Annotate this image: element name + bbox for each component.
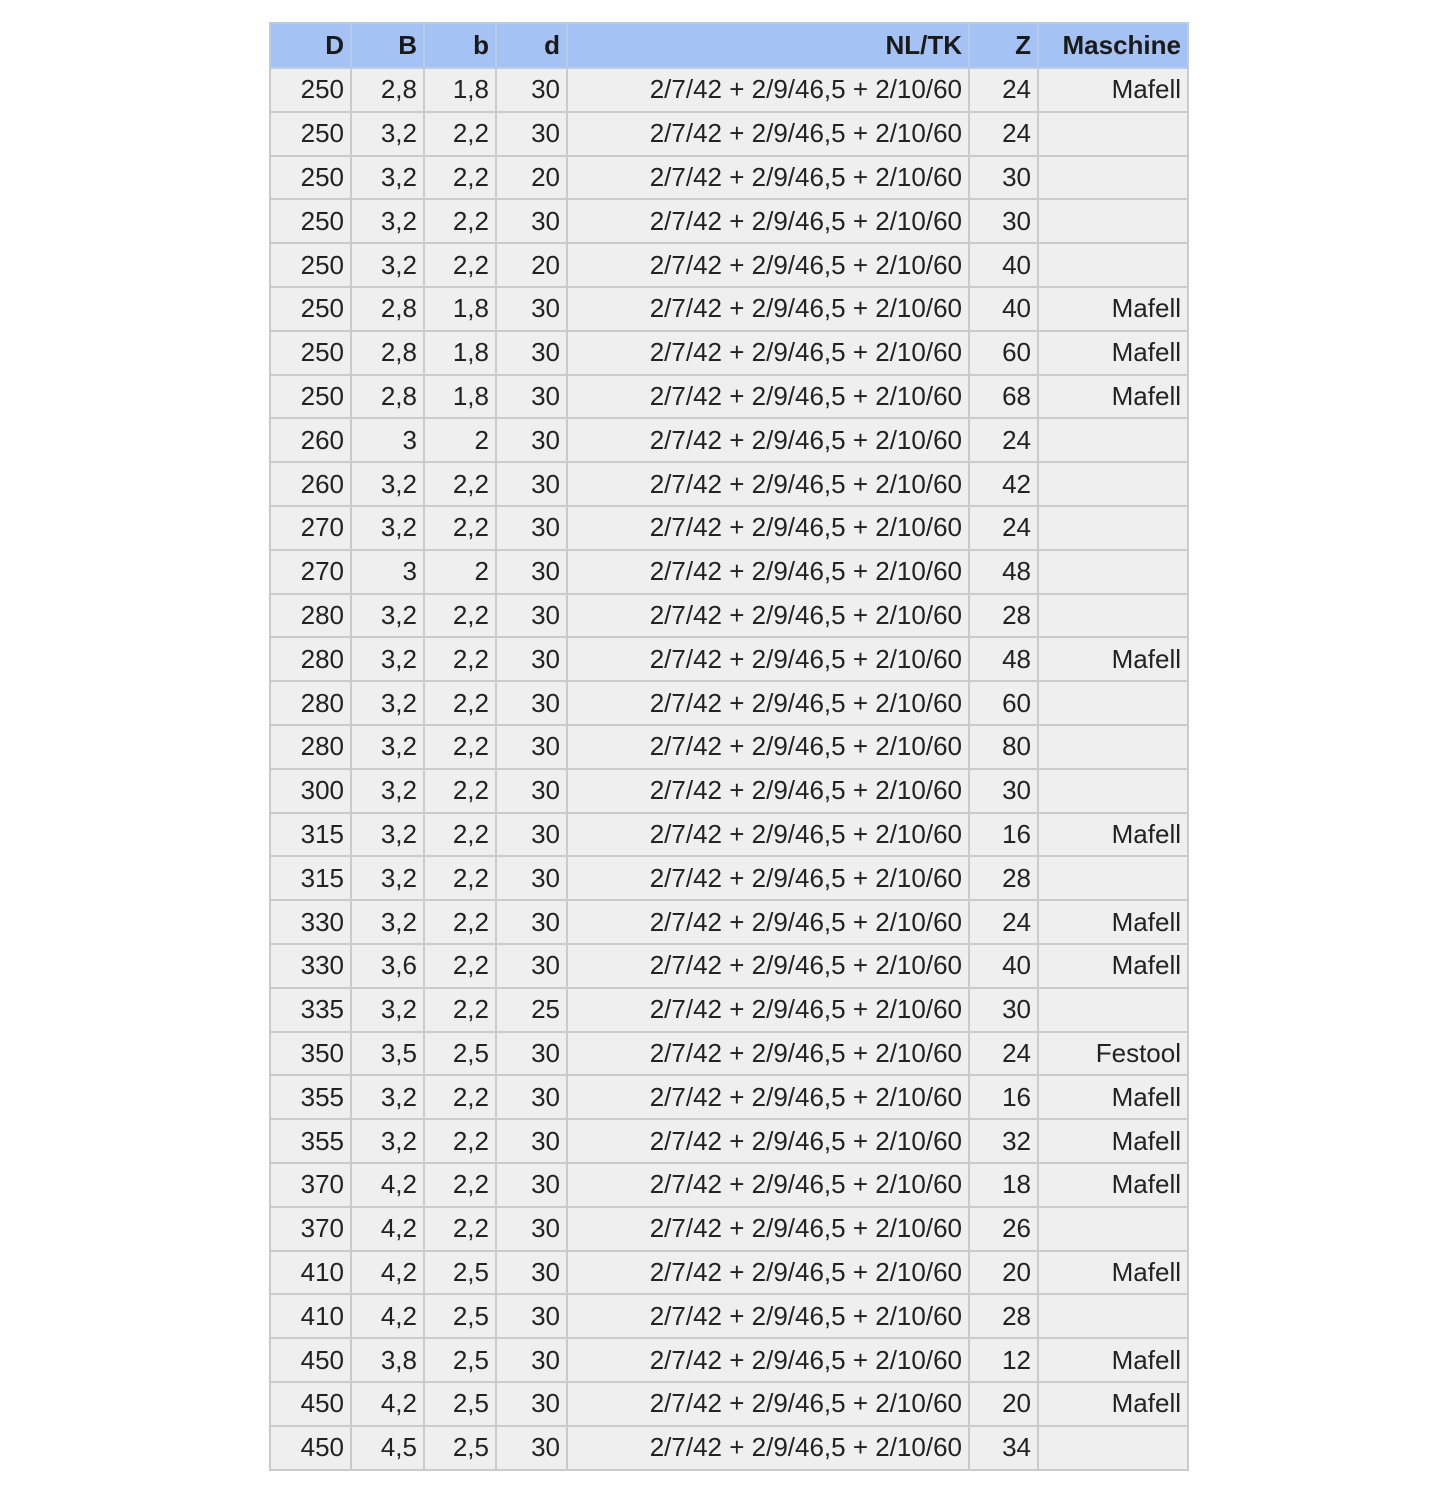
cell-body-thickness: 2,2 [424, 856, 496, 900]
cell-body-thickness: 2,2 [424, 112, 496, 156]
cell-diameter: 250 [270, 156, 351, 200]
cell-machine: Mafell [1038, 813, 1188, 857]
cell-bore: 30 [496, 1426, 567, 1470]
table-row [270, 1075, 1188, 1119]
cell-cutting-width: 3,2 [351, 725, 424, 769]
table-row [270, 725, 1188, 769]
cell-pinholes: 2/7/42 + 2/9/46,5 + 2/10/60 [567, 1382, 969, 1426]
cell-diameter: 280 [270, 681, 351, 725]
table-row [270, 813, 1188, 857]
cell-machine [1038, 594, 1188, 638]
cell-machine: Mafell [1038, 944, 1188, 988]
cell-diameter: 250 [270, 243, 351, 287]
cell-teeth: 18 [969, 1163, 1038, 1207]
cell-cutting-width: 3,2 [351, 156, 424, 200]
table-row [270, 199, 1188, 243]
cell-teeth: 60 [969, 681, 1038, 725]
table-row [270, 988, 1188, 1032]
cell-pinholes: 2/7/42 + 2/9/46,5 + 2/10/60 [567, 68, 969, 112]
cell-diameter: 250 [270, 112, 351, 156]
cell-pinholes: 2/7/42 + 2/9/46,5 + 2/10/60 [567, 1426, 969, 1470]
cell-bore: 30 [496, 1207, 567, 1251]
cell-bore: 30 [496, 1032, 567, 1076]
cell-pinholes: 2/7/42 + 2/9/46,5 + 2/10/60 [567, 594, 969, 638]
cell-teeth: 30 [969, 156, 1038, 200]
cell-bore: 30 [496, 112, 567, 156]
table-row [270, 506, 1188, 550]
cell-bore: 30 [496, 1119, 567, 1163]
saw-blade-spec-table [269, 22, 1189, 1471]
cell-diameter: 410 [270, 1251, 351, 1295]
cell-teeth: 24 [969, 506, 1038, 550]
table-header-row [270, 23, 1188, 68]
cell-machine: Mafell [1038, 1382, 1188, 1426]
cell-machine [1038, 681, 1188, 725]
cell-cutting-width: 2,8 [351, 68, 424, 112]
cell-machine [1038, 243, 1188, 287]
cell-machine [1038, 418, 1188, 462]
cell-cutting-width: 3,2 [351, 856, 424, 900]
cell-body-thickness: 2,2 [424, 1075, 496, 1119]
cell-teeth: 40 [969, 944, 1038, 988]
cell-cutting-width: 4,5 [351, 1426, 424, 1470]
cell-diameter: 450 [270, 1338, 351, 1382]
table-row [270, 681, 1188, 725]
cell-teeth: 16 [969, 1075, 1038, 1119]
cell-bore: 30 [496, 68, 567, 112]
cell-body-thickness: 2,2 [424, 725, 496, 769]
cell-pinholes: 2/7/42 + 2/9/46,5 + 2/10/60 [567, 1032, 969, 1076]
cell-pinholes: 2/7/42 + 2/9/46,5 + 2/10/60 [567, 287, 969, 331]
cell-body-thickness: 2,2 [424, 156, 496, 200]
cell-cutting-width: 4,2 [351, 1382, 424, 1426]
table-row [270, 944, 1188, 988]
cell-teeth: 42 [969, 462, 1038, 506]
cell-teeth: 40 [969, 287, 1038, 331]
cell-machine [1038, 1294, 1188, 1338]
cell-machine: Mafell [1038, 1338, 1188, 1382]
cell-teeth: 24 [969, 112, 1038, 156]
cell-bore: 25 [496, 988, 567, 1032]
cell-bore: 30 [496, 1163, 567, 1207]
cell-teeth: 24 [969, 900, 1038, 944]
cell-teeth: 16 [969, 813, 1038, 857]
cell-bore: 20 [496, 243, 567, 287]
cell-bore: 20 [496, 156, 567, 200]
cell-diameter: 350 [270, 1032, 351, 1076]
cell-pinholes: 2/7/42 + 2/9/46,5 + 2/10/60 [567, 156, 969, 200]
cell-teeth: 12 [969, 1338, 1038, 1382]
table-body [270, 68, 1188, 1470]
cell-pinholes: 2/7/42 + 2/9/46,5 + 2/10/60 [567, 1338, 969, 1382]
cell-diameter: 260 [270, 418, 351, 462]
cell-machine: Mafell [1038, 1075, 1188, 1119]
cell-pinholes: 2/7/42 + 2/9/46,5 + 2/10/60 [567, 856, 969, 900]
cell-pinholes: 2/7/42 + 2/9/46,5 + 2/10/60 [567, 681, 969, 725]
cell-body-thickness: 2,2 [424, 769, 496, 813]
cell-bore: 30 [496, 1382, 567, 1426]
cell-machine: Mafell [1038, 637, 1188, 681]
cell-cutting-width: 3 [351, 418, 424, 462]
cell-bore: 30 [496, 550, 567, 594]
table-row [270, 1207, 1188, 1251]
cell-bore: 30 [496, 287, 567, 331]
table-row [270, 287, 1188, 331]
cell-pinholes: 2/7/42 + 2/9/46,5 + 2/10/60 [567, 637, 969, 681]
cell-body-thickness: 2,5 [424, 1382, 496, 1426]
cell-body-thickness: 2,5 [424, 1251, 496, 1295]
cell-teeth: 28 [969, 594, 1038, 638]
cell-machine [1038, 506, 1188, 550]
cell-body-thickness: 2,2 [424, 243, 496, 287]
cell-machine: Mafell [1038, 331, 1188, 375]
cell-cutting-width: 3,2 [351, 769, 424, 813]
cell-cutting-width: 3,2 [351, 243, 424, 287]
cell-body-thickness: 2,2 [424, 462, 496, 506]
table-row [270, 68, 1188, 112]
cell-pinholes: 2/7/42 + 2/9/46,5 + 2/10/60 [567, 199, 969, 243]
table-row [270, 1294, 1188, 1338]
cell-teeth: 24 [969, 1032, 1038, 1076]
cell-cutting-width: 3,2 [351, 1119, 424, 1163]
cell-machine: Mafell [1038, 900, 1188, 944]
cell-diameter: 250 [270, 68, 351, 112]
cell-cutting-width: 4,2 [351, 1207, 424, 1251]
table-row [270, 331, 1188, 375]
cell-cutting-width: 3 [351, 550, 424, 594]
cell-teeth: 28 [969, 856, 1038, 900]
table-row [270, 112, 1188, 156]
cell-diameter: 280 [270, 637, 351, 681]
cell-diameter: 450 [270, 1382, 351, 1426]
cell-body-thickness: 2,2 [424, 944, 496, 988]
cell-diameter: 335 [270, 988, 351, 1032]
cell-body-thickness: 2,2 [424, 1163, 496, 1207]
cell-machine: Mafell [1038, 375, 1188, 419]
cell-bore: 30 [496, 199, 567, 243]
cell-teeth: 20 [969, 1251, 1038, 1295]
cell-teeth: 34 [969, 1426, 1038, 1470]
cell-body-thickness: 2,2 [424, 900, 496, 944]
cell-teeth: 60 [969, 331, 1038, 375]
cell-cutting-width: 3,2 [351, 813, 424, 857]
cell-bore: 30 [496, 594, 567, 638]
table-row [270, 375, 1188, 419]
cell-teeth: 28 [969, 1294, 1038, 1338]
cell-diameter: 330 [270, 900, 351, 944]
table-row [270, 856, 1188, 900]
cell-cutting-width: 2,8 [351, 375, 424, 419]
cell-pinholes: 2/7/42 + 2/9/46,5 + 2/10/60 [567, 506, 969, 550]
cell-pinholes: 2/7/42 + 2/9/46,5 + 2/10/60 [567, 550, 969, 594]
cell-machine: Festool [1038, 1032, 1188, 1076]
cell-cutting-width: 4,2 [351, 1251, 424, 1295]
cell-pinholes: 2/7/42 + 2/9/46,5 + 2/10/60 [567, 1119, 969, 1163]
table-row [270, 550, 1188, 594]
cell-cutting-width: 3,6 [351, 944, 424, 988]
cell-pinholes: 2/7/42 + 2/9/46,5 + 2/10/60 [567, 988, 969, 1032]
cell-teeth: 32 [969, 1119, 1038, 1163]
cell-machine: Mafell [1038, 1119, 1188, 1163]
cell-cutting-width: 3,5 [351, 1032, 424, 1076]
cell-body-thickness: 2,5 [424, 1426, 496, 1470]
cell-teeth: 80 [969, 725, 1038, 769]
cell-pinholes: 2/7/42 + 2/9/46,5 + 2/10/60 [567, 944, 969, 988]
cell-bore: 30 [496, 637, 567, 681]
table-row [270, 1382, 1188, 1426]
cell-body-thickness: 2,2 [424, 1119, 496, 1163]
cell-pinholes: 2/7/42 + 2/9/46,5 + 2/10/60 [567, 375, 969, 419]
cell-teeth: 30 [969, 988, 1038, 1032]
cell-cutting-width: 3,8 [351, 1338, 424, 1382]
cell-pinholes: 2/7/42 + 2/9/46,5 + 2/10/60 [567, 1163, 969, 1207]
cell-bore: 30 [496, 375, 567, 419]
cell-diameter: 330 [270, 944, 351, 988]
cell-pinholes: 2/7/42 + 2/9/46,5 + 2/10/60 [567, 112, 969, 156]
cell-bore: 30 [496, 462, 567, 506]
cell-bore: 30 [496, 1294, 567, 1338]
cell-diameter: 410 [270, 1294, 351, 1338]
cell-cutting-width: 3,2 [351, 462, 424, 506]
cell-pinholes: 2/7/42 + 2/9/46,5 + 2/10/60 [567, 1207, 969, 1251]
header-bore: d [496, 23, 567, 68]
cell-pinholes: 2/7/42 + 2/9/46,5 + 2/10/60 [567, 243, 969, 287]
cell-bore: 30 [496, 1338, 567, 1382]
cell-bore: 30 [496, 813, 567, 857]
cell-teeth: 24 [969, 418, 1038, 462]
cell-body-thickness: 2,2 [424, 813, 496, 857]
cell-machine: Mafell [1038, 68, 1188, 112]
cell-teeth: 68 [969, 375, 1038, 419]
table-row [270, 1251, 1188, 1295]
cell-diameter: 355 [270, 1075, 351, 1119]
cell-machine: Mafell [1038, 1163, 1188, 1207]
table-row [270, 418, 1188, 462]
table-row [270, 1032, 1188, 1076]
table-row [270, 462, 1188, 506]
cell-teeth: 40 [969, 243, 1038, 287]
header-pinholes: NL/TK [567, 23, 969, 68]
cell-body-thickness: 1,8 [424, 375, 496, 419]
cell-pinholes: 2/7/42 + 2/9/46,5 + 2/10/60 [567, 725, 969, 769]
cell-diameter: 280 [270, 594, 351, 638]
cell-diameter: 450 [270, 1426, 351, 1470]
cell-machine: Mafell [1038, 287, 1188, 331]
cell-body-thickness: 2 [424, 418, 496, 462]
cell-teeth: 30 [969, 769, 1038, 813]
table-row [270, 1426, 1188, 1470]
cell-diameter: 280 [270, 725, 351, 769]
cell-diameter: 270 [270, 550, 351, 594]
cell-diameter: 370 [270, 1163, 351, 1207]
cell-body-thickness: 2 [424, 550, 496, 594]
cell-machine [1038, 769, 1188, 813]
cell-body-thickness: 1,8 [424, 287, 496, 331]
cell-machine: Mafell [1038, 1251, 1188, 1295]
cell-machine [1038, 1426, 1188, 1470]
cell-diameter: 370 [270, 1207, 351, 1251]
cell-machine [1038, 462, 1188, 506]
cell-cutting-width: 3,2 [351, 112, 424, 156]
cell-teeth: 24 [969, 68, 1038, 112]
cell-bore: 30 [496, 331, 567, 375]
table-row [270, 637, 1188, 681]
cell-diameter: 250 [270, 375, 351, 419]
table-row [270, 156, 1188, 200]
cell-teeth: 20 [969, 1382, 1038, 1426]
cell-cutting-width: 2,8 [351, 287, 424, 331]
table-row [270, 769, 1188, 813]
cell-cutting-width: 3,2 [351, 594, 424, 638]
table-row [270, 900, 1188, 944]
cell-diameter: 260 [270, 462, 351, 506]
table-row [270, 1119, 1188, 1163]
cell-bore: 30 [496, 418, 567, 462]
header-cutting-width: B [351, 23, 424, 68]
cell-cutting-width: 3,2 [351, 637, 424, 681]
header-teeth: Z [969, 23, 1038, 68]
cell-pinholes: 2/7/42 + 2/9/46,5 + 2/10/60 [567, 462, 969, 506]
cell-bore: 30 [496, 1075, 567, 1119]
cell-cutting-width: 3,2 [351, 681, 424, 725]
cell-bore: 30 [496, 506, 567, 550]
cell-machine [1038, 988, 1188, 1032]
cell-diameter: 300 [270, 769, 351, 813]
header-machine: Maschine [1038, 23, 1188, 68]
table-row [270, 1163, 1188, 1207]
cell-diameter: 355 [270, 1119, 351, 1163]
cell-cutting-width: 3,2 [351, 199, 424, 243]
cell-diameter: 270 [270, 506, 351, 550]
cell-machine [1038, 856, 1188, 900]
header-diameter: D [270, 23, 351, 68]
cell-body-thickness: 2,2 [424, 506, 496, 550]
cell-pinholes: 2/7/42 + 2/9/46,5 + 2/10/60 [567, 418, 969, 462]
cell-bore: 30 [496, 944, 567, 988]
cell-body-thickness: 2,2 [424, 681, 496, 725]
cell-teeth: 48 [969, 637, 1038, 681]
table-row [270, 594, 1188, 638]
cell-cutting-width: 3,2 [351, 988, 424, 1032]
cell-teeth: 26 [969, 1207, 1038, 1251]
cell-cutting-width: 2,8 [351, 331, 424, 375]
cell-body-thickness: 2,2 [424, 199, 496, 243]
table-row [270, 1338, 1188, 1382]
cell-pinholes: 2/7/42 + 2/9/46,5 + 2/10/60 [567, 813, 969, 857]
cell-machine [1038, 112, 1188, 156]
cell-diameter: 315 [270, 813, 351, 857]
cell-diameter: 250 [270, 199, 351, 243]
cell-body-thickness: 1,8 [424, 68, 496, 112]
cell-pinholes: 2/7/42 + 2/9/46,5 + 2/10/60 [567, 1294, 969, 1338]
cell-body-thickness: 2,5 [424, 1032, 496, 1076]
cell-diameter: 315 [270, 856, 351, 900]
cell-body-thickness: 1,8 [424, 331, 496, 375]
cell-pinholes: 2/7/42 + 2/9/46,5 + 2/10/60 [567, 331, 969, 375]
cell-cutting-width: 3,2 [351, 1075, 424, 1119]
cell-body-thickness: 2,2 [424, 1207, 496, 1251]
cell-machine [1038, 1207, 1188, 1251]
cell-body-thickness: 2,2 [424, 637, 496, 681]
cell-pinholes: 2/7/42 + 2/9/46,5 + 2/10/60 [567, 1251, 969, 1295]
cell-cutting-width: 4,2 [351, 1163, 424, 1207]
cell-bore: 30 [496, 1251, 567, 1295]
cell-bore: 30 [496, 856, 567, 900]
cell-body-thickness: 2,2 [424, 594, 496, 638]
cell-diameter: 250 [270, 331, 351, 375]
cell-cutting-width: 3,2 [351, 900, 424, 944]
cell-bore: 30 [496, 769, 567, 813]
cell-body-thickness: 2,2 [424, 988, 496, 1032]
cell-body-thickness: 2,5 [424, 1294, 496, 1338]
cell-diameter: 250 [270, 287, 351, 331]
cell-pinholes: 2/7/42 + 2/9/46,5 + 2/10/60 [567, 769, 969, 813]
cell-bore: 30 [496, 725, 567, 769]
cell-machine [1038, 156, 1188, 200]
cell-machine [1038, 199, 1188, 243]
cell-teeth: 48 [969, 550, 1038, 594]
cell-machine [1038, 550, 1188, 594]
cell-cutting-width: 4,2 [351, 1294, 424, 1338]
cell-cutting-width: 3,2 [351, 506, 424, 550]
table-row [270, 243, 1188, 287]
cell-machine [1038, 725, 1188, 769]
header-body-thickness: b [424, 23, 496, 68]
cell-bore: 30 [496, 681, 567, 725]
cell-pinholes: 2/7/42 + 2/9/46,5 + 2/10/60 [567, 900, 969, 944]
cell-pinholes: 2/7/42 + 2/9/46,5 + 2/10/60 [567, 1075, 969, 1119]
cell-bore: 30 [496, 900, 567, 944]
cell-teeth: 30 [969, 199, 1038, 243]
cell-body-thickness: 2,5 [424, 1338, 496, 1382]
